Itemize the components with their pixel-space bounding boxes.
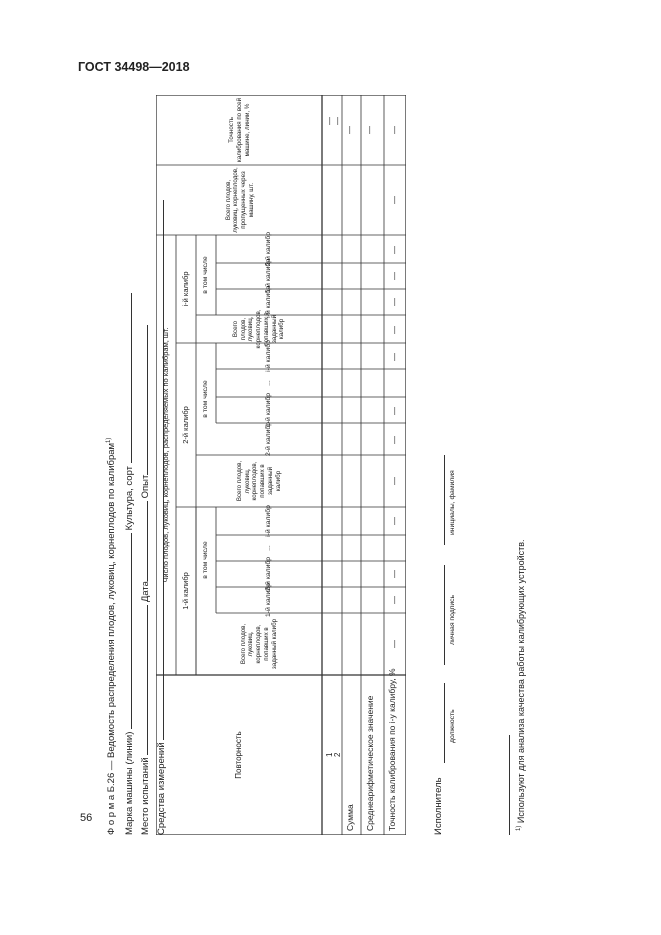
row-1-label: 1 — [325, 752, 334, 757]
caliber-1-header: 1-й калибр — [181, 572, 191, 610]
rotated-form — [104, 95, 654, 835]
test-place-field: Место испытаний Дата Опыт — [138, 325, 151, 835]
measuring-tools-field: Средства измерений — [154, 200, 167, 835]
total-in-caliber-i: Всего плодов, луковиц, корнеплодов, попавших в заданный калибр — [231, 309, 286, 349]
col-accuracy-header: Точность калибрования по всей машине, линии, % — [228, 97, 251, 163]
dash: — — [390, 570, 399, 578]
including-2: в том числе — [201, 380, 209, 418]
standard-header: ГОСТ 34498—2018 — [78, 60, 190, 74]
name-caption: инициалы, фамилия — [449, 470, 456, 535]
including-i: в том числе — [201, 256, 209, 294]
signature-label: Исполнитель — [433, 777, 444, 835]
footnote-rule — [509, 735, 510, 835]
col-repeat-header: Повторность — [234, 731, 243, 779]
signature-caption: личная подпись — [449, 594, 456, 645]
dash: — — [390, 596, 399, 604]
dash: — — [325, 117, 334, 125]
calibration-table — [156, 95, 406, 835]
dash: — — [390, 517, 399, 525]
row-mean-label: Среднеарифметическое значение — [365, 695, 375, 831]
col-passed-header: Всего плодов, луковиц, корнеплодов, пропущенных через машину, шт. — [224, 167, 255, 233]
dash: — — [345, 126, 354, 134]
sub-1-b: 2-й калибр — [264, 556, 272, 592]
dash: — — [390, 407, 399, 415]
footnote: $^{1)}$ Используют для анализа качества работы калибрующих устройств. — [516, 539, 526, 831]
sub-1-c: ... — [264, 545, 272, 551]
dash: — — [390, 326, 399, 334]
dash: — — [365, 126, 374, 134]
caliber-i-header: i-й калибр — [181, 271, 191, 307]
dash: — — [390, 436, 399, 444]
dash: — — [390, 477, 399, 485]
sub-i-b: 1-й калибр — [264, 258, 272, 294]
including-1: в том числе — [201, 541, 209, 579]
dash: — — [390, 640, 399, 648]
total-in-caliber-2: Всего плодов, луковиц, корнеплодов, попавших в заданный калибр — [235, 460, 282, 502]
page-number: 56 — [80, 812, 93, 824]
form-title: Ф о р м а Б.26 — Ведомость распределения плодов, луковиц, корнеплодов по калибрам$^{1)}$ — [106, 437, 118, 835]
row-accuracy-label: Точность калибрования по i-у калибру, % — [387, 668, 397, 831]
dash: — — [390, 272, 399, 280]
sub-i-a: i-й калибр — [264, 286, 272, 318]
group-header: Число плодов, луковиц, корнеплодов, распределяемых по калибрам, шт. — [161, 327, 171, 583]
sub-i-c: 2-й калибр — [264, 231, 272, 267]
dash: — — [333, 117, 342, 125]
total-in-caliber-1: Всего плодов, луковиц, корнеплодов, попавших в заданный калибр — [239, 618, 278, 670]
row-sum-label: Сумма — [345, 804, 355, 831]
dash: — — [390, 353, 399, 361]
row-2-label: 2 — [333, 752, 342, 757]
dash: — — [390, 126, 399, 134]
dash: — — [390, 196, 399, 204]
dash: — — [390, 246, 399, 254]
name-line — [444, 455, 445, 545]
position-caption: должность — [449, 709, 456, 743]
sub-2-c: ... — [264, 380, 272, 386]
machine-brand-field: Марка машины (линии) Культура, сорт — [122, 293, 135, 835]
sub-2-a: 2-й калибр — [264, 421, 272, 457]
sub-1-a: 1-й калибр — [264, 582, 272, 618]
sub-2-d: i-й калибр — [264, 340, 272, 372]
sub-2-b: 1-й калибр — [264, 392, 272, 428]
signature-line — [444, 565, 445, 665]
position-line — [444, 683, 445, 763]
caliber-2-header: 2-й калибр — [181, 406, 191, 444]
sub-1-d: i-й калибр — [264, 505, 272, 537]
dash: — — [390, 298, 399, 306]
